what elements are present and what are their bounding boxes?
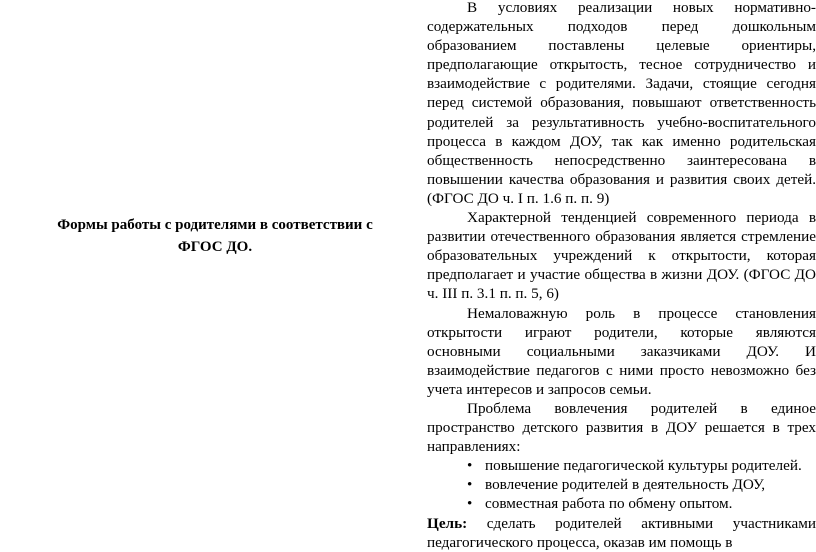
paragraph-openness-trend: Характерной тенденцией современного периода в развитии отечественного образования является стремление образовательных учреждений к открытости, которая предполагает и участие общества в жизни ДОУ. (ФГОС ДО ч. III п. 3.1 п. п. 5, 6) bbox=[427, 209, 816, 303]
title-line-2: ФГОС ДО. bbox=[177, 239, 253, 255]
bullet-icon: • bbox=[467, 457, 473, 475]
bullet-icon: • bbox=[467, 476, 473, 494]
list-item-text: повышение педагогической культуры родителей. bbox=[485, 457, 802, 475]
body-text-column bbox=[427, 0, 816, 552]
directions-list bbox=[427, 456, 816, 513]
list-item bbox=[427, 475, 816, 494]
bullet-icon: • bbox=[467, 495, 473, 513]
title-line-1: Формы работы с родителями в соответствии с bbox=[57, 217, 373, 233]
paragraph-goal bbox=[427, 514, 816, 552]
list-item-text: вовлечение родителей в деятельность ДОУ, bbox=[485, 476, 766, 494]
goal-label: Цель: bbox=[427, 514, 468, 532]
list-item bbox=[427, 494, 816, 513]
paragraph-parents-role: Немаловажную роль в процессе становления открытости играют родители, которые являются основными социальными заказчиками ДОУ. И взаимодействие педагогов с ними просто невозможно без учета интересов и запросов семьи. bbox=[427, 304, 816, 398]
paragraph-intro: В условиях реализации новых нормативно-содержательных подходов перед дошкольным образованием поставлены целевые ориентиры, предполагающие открытость, тесное сотрудничество и взаимодействие с родителями. Задачи, стоящие сегодня перед системой образования, повышают ответственность родителей за результативность учебно-воспитательного процесса в каждом ДОУ, так как именно родительская общественность непосредственно заинтересована в повышении качества образования и развития своих детей. (ФГОС ДО ч. I п. 1.6 п. п. 9) bbox=[427, 0, 816, 207]
page-title bbox=[40, 214, 390, 258]
goal-text: сделать родителей активными участниками педагогического процесса, оказав им помощь в bbox=[427, 514, 816, 551]
paragraph-problem: Проблема вовлечения родителей в единое пространство детского развития в ДОУ решается в трех направлениях: bbox=[427, 399, 816, 456]
list-item bbox=[427, 456, 816, 475]
list-item-text: совместная работа по обмену опытом. bbox=[485, 495, 733, 513]
